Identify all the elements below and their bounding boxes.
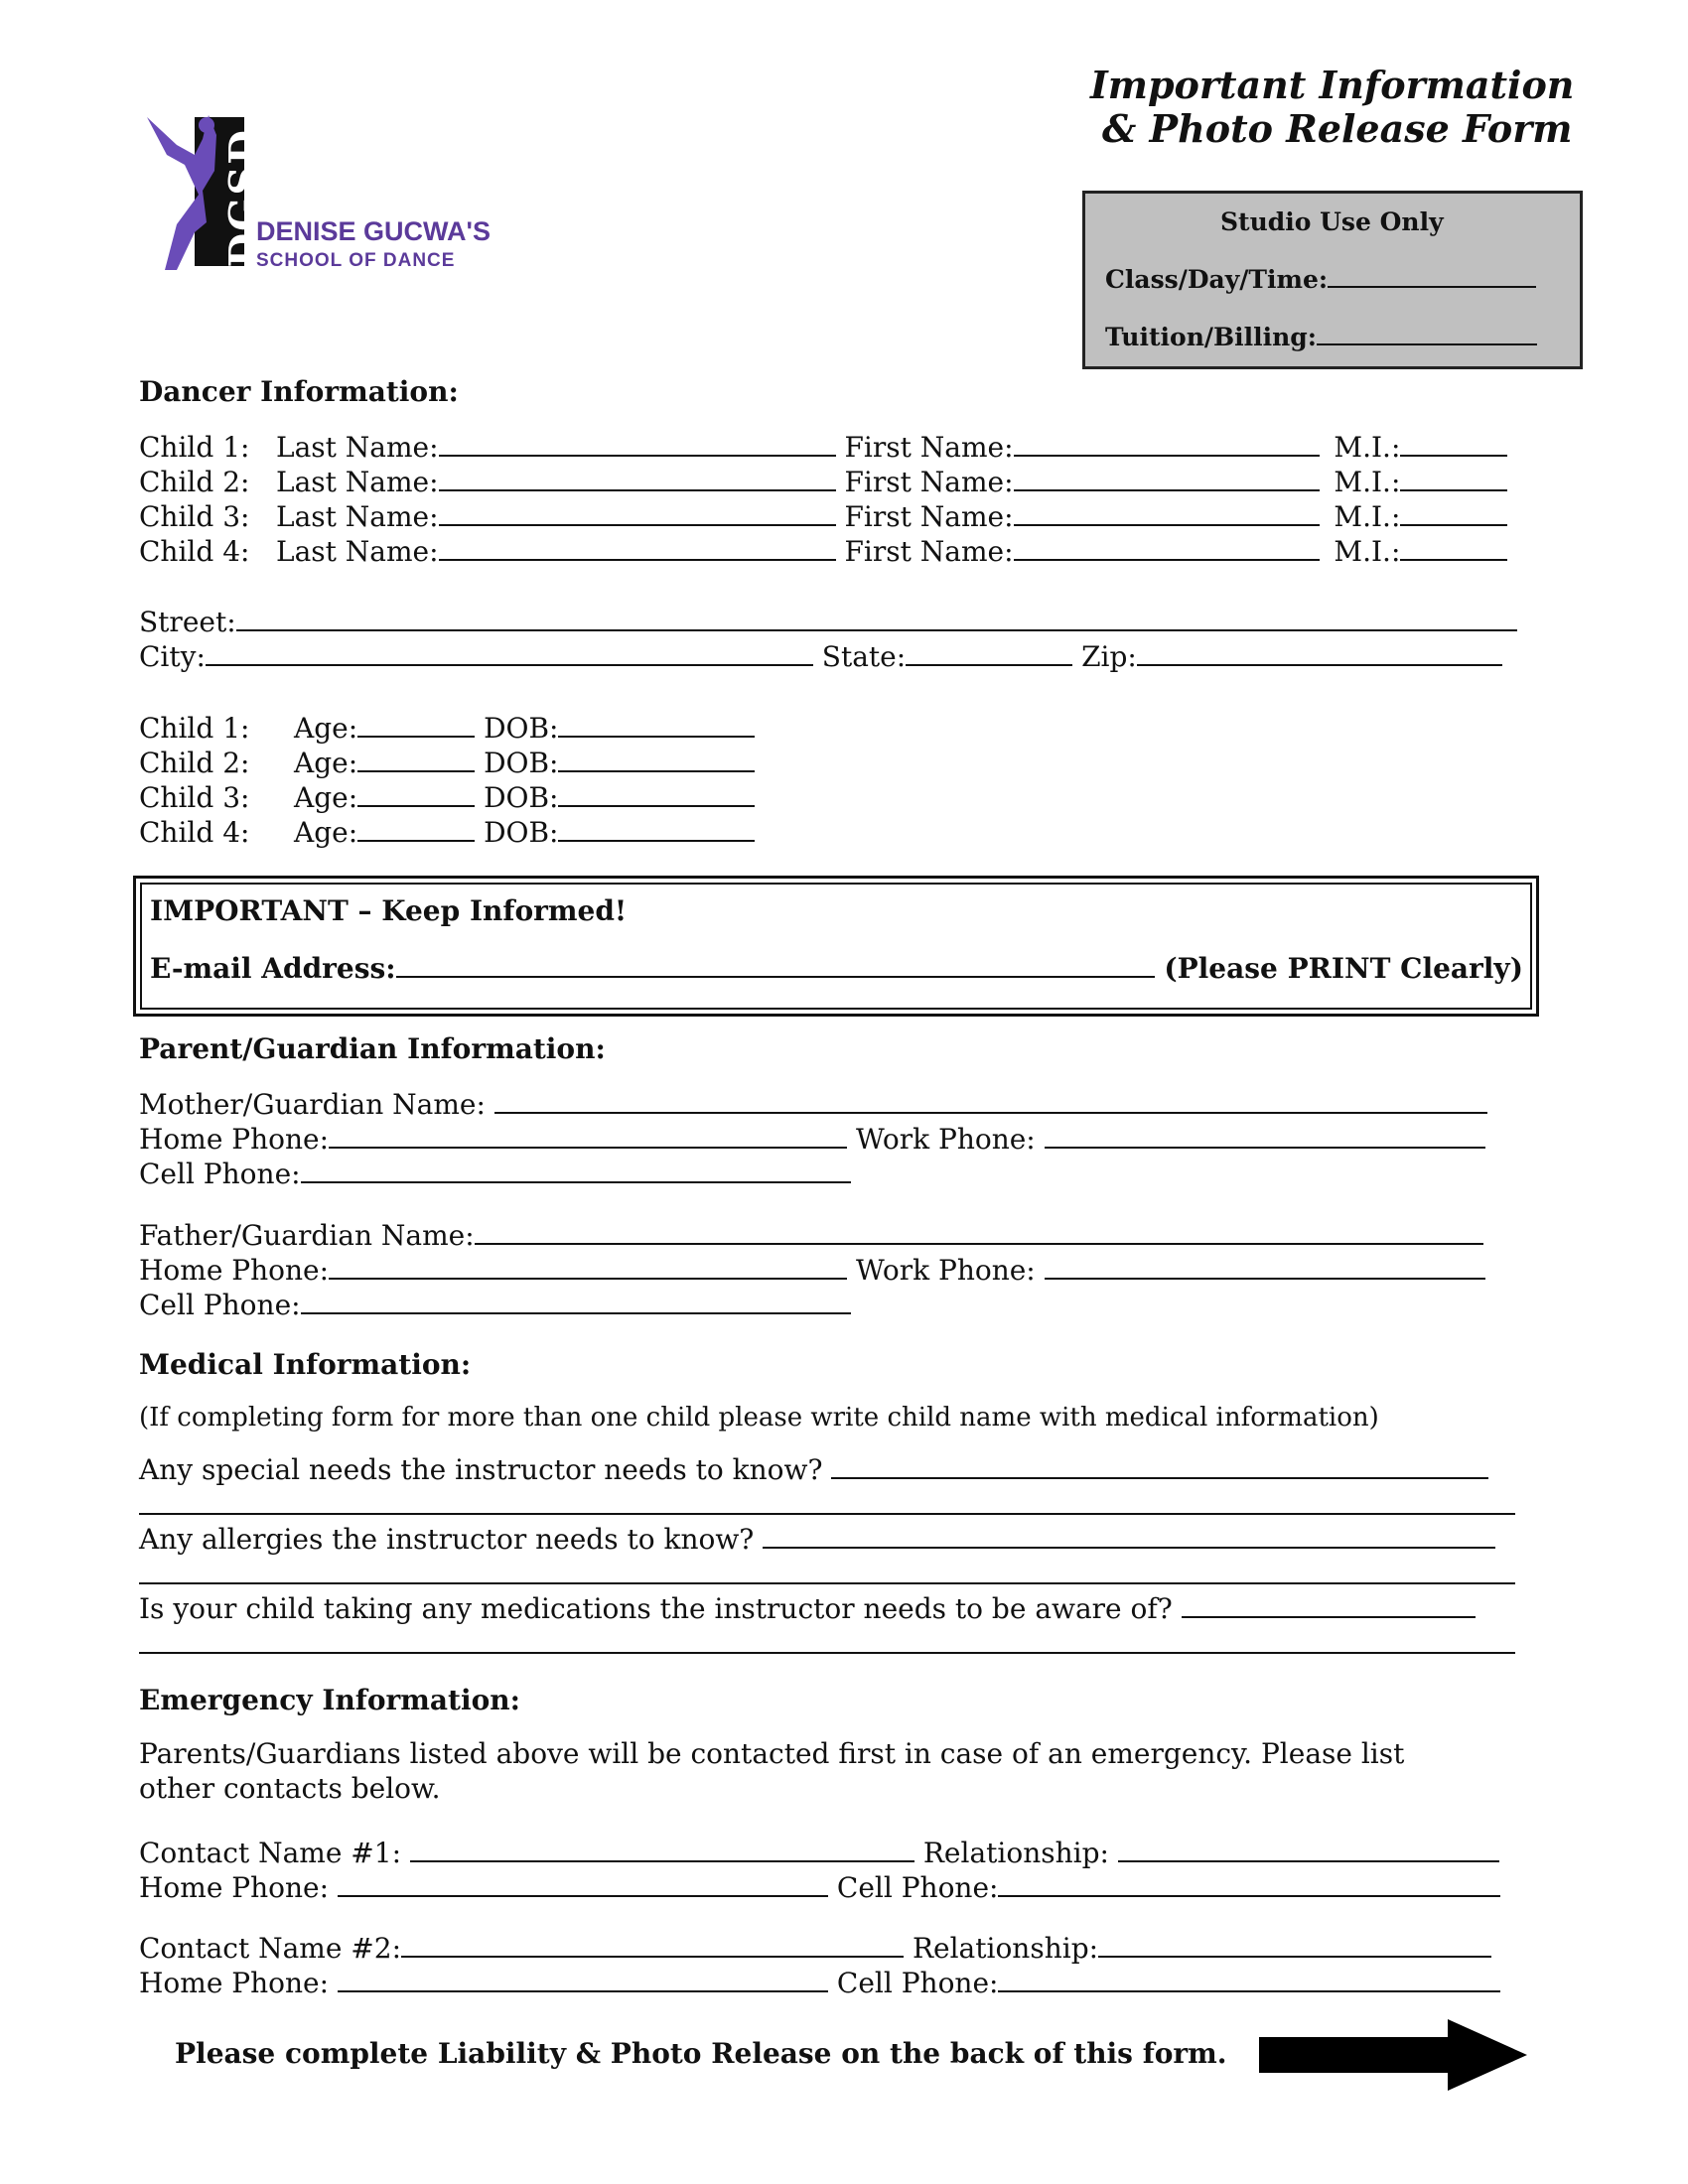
age-label: Age: bbox=[294, 747, 358, 779]
contact1-input[interactable] bbox=[410, 1835, 914, 1862]
form-title-line2: & Photo Release Form bbox=[1102, 106, 1573, 151]
child-label: Child 4: bbox=[139, 816, 250, 849]
parent-info-heading: Parent/Guardian Information: bbox=[139, 1032, 606, 1065]
mi-input[interactable] bbox=[1400, 533, 1507, 561]
state-label: State: bbox=[821, 640, 907, 673]
zip-input[interactable] bbox=[1137, 638, 1502, 666]
mother-name-label: Mother/Guardian Name: bbox=[139, 1088, 486, 1121]
contact2-input[interactable] bbox=[401, 1930, 904, 1958]
studio-use-heading: Studio Use Only bbox=[1220, 207, 1444, 236]
last-name-label: Last Name: bbox=[276, 535, 439, 568]
contact1-row bbox=[139, 1835, 1499, 1870]
mother-name-input[interactable] bbox=[494, 1086, 1487, 1114]
studio-use-box bbox=[1082, 191, 1583, 369]
relationship-input[interactable] bbox=[1098, 1930, 1491, 1958]
home-phone-label: Home Phone: bbox=[139, 1254, 330, 1287]
age-label: Age: bbox=[294, 816, 358, 849]
child-label: Child 2: bbox=[139, 466, 250, 498]
home-phone-input[interactable] bbox=[338, 1965, 828, 1992]
child-label: Child 1: bbox=[139, 712, 250, 745]
father-phone-row bbox=[139, 1252, 1485, 1288]
last-name-input[interactable] bbox=[439, 464, 836, 491]
home-phone-input[interactable] bbox=[329, 1121, 847, 1149]
age-label: Age: bbox=[294, 712, 358, 745]
work-phone-input[interactable] bbox=[1045, 1121, 1485, 1149]
father-cell-row bbox=[139, 1287, 851, 1322]
home-phone-label: Home Phone: bbox=[139, 1123, 330, 1156]
form-title-line1: Important Information bbox=[1090, 63, 1575, 107]
contact2-row bbox=[139, 1930, 1491, 1966]
father-name-label: Father/Guardian Name: bbox=[139, 1219, 475, 1252]
last-name-input[interactable] bbox=[439, 498, 836, 526]
age-input[interactable] bbox=[357, 814, 475, 842]
relationship-label: Relationship: bbox=[922, 1837, 1109, 1869]
emergency-text-line1: Parents/Guardians listed above will be contacted first in case of an emergency. Please list bbox=[139, 1737, 1405, 1770]
child-name-row bbox=[139, 429, 1507, 465]
father-name-input[interactable] bbox=[475, 1217, 1483, 1245]
child-label: Child 2: bbox=[139, 747, 250, 779]
footer-note: Please complete Liability & Photo Release on the back of this form. bbox=[175, 2037, 1227, 2070]
special-needs-input[interactable] bbox=[831, 1451, 1488, 1479]
age-dob-row bbox=[139, 779, 755, 815]
zip-label: Zip: bbox=[1081, 640, 1137, 673]
mi-label: M.I.: bbox=[1334, 431, 1401, 464]
home-phone-input[interactable] bbox=[329, 1252, 847, 1280]
relationship-label: Relationship: bbox=[912, 1932, 1099, 1965]
cell-phone-input[interactable] bbox=[301, 1156, 851, 1183]
email-input[interactable] bbox=[396, 950, 1155, 978]
tuition-billing-field[interactable] bbox=[1105, 323, 1537, 352]
allergies-input[interactable] bbox=[763, 1521, 1495, 1549]
child-label: Child 3: bbox=[139, 781, 250, 814]
relationship-input[interactable] bbox=[1118, 1835, 1499, 1862]
cell-phone-label: Cell Phone: bbox=[139, 1289, 301, 1321]
cell-phone-input[interactable] bbox=[998, 1965, 1500, 1992]
contact1-phone-row bbox=[139, 1869, 1500, 1905]
work-phone-input[interactable] bbox=[1045, 1252, 1485, 1280]
print-clearly-note: (Please PRINT Clearly) bbox=[1164, 952, 1523, 985]
home-phone-label: Home Phone: bbox=[139, 1871, 330, 1904]
logo-monogram: DGSD bbox=[220, 128, 268, 268]
city-state-zip-row bbox=[139, 638, 1502, 674]
last-name-label: Last Name: bbox=[276, 500, 439, 533]
child-label: Child 4: bbox=[139, 535, 250, 568]
special-needs-line2[interactable] bbox=[139, 1513, 1515, 1515]
mother-name-row bbox=[139, 1086, 1487, 1122]
email-label: E-mail Address: bbox=[150, 952, 396, 985]
medical-info-heading: Medical Information: bbox=[139, 1348, 472, 1381]
mother-cell-row bbox=[139, 1156, 851, 1191]
contact2-phone-row bbox=[139, 1965, 1500, 2000]
dob-label: DOB: bbox=[484, 816, 559, 849]
child-label: Child 1: bbox=[139, 431, 250, 464]
father-name-row bbox=[139, 1217, 1483, 1253]
first-name-input[interactable] bbox=[1014, 533, 1320, 561]
child-name-row bbox=[139, 498, 1507, 534]
child-name-row bbox=[139, 533, 1507, 569]
contact1-label: Contact Name #1: bbox=[139, 1837, 402, 1869]
first-name-label: First Name: bbox=[844, 535, 1014, 568]
special-needs-question: Any special needs the instructor needs to know? bbox=[139, 1453, 823, 1486]
medications-input[interactable] bbox=[1182, 1590, 1476, 1618]
allergies-row bbox=[139, 1521, 1495, 1557]
logo-name: DENISE GUCWA'S bbox=[256, 216, 491, 246]
cell-phone-label: Cell Phone: bbox=[836, 1871, 999, 1904]
dob-input[interactable] bbox=[558, 779, 755, 807]
dancer-info-heading: Dancer Information: bbox=[139, 375, 459, 408]
mi-label: M.I.: bbox=[1334, 535, 1401, 568]
medications-row bbox=[139, 1590, 1476, 1626]
important-heading: IMPORTANT – Keep Informed! bbox=[150, 894, 628, 927]
arrow-right-icon bbox=[1259, 2019, 1527, 2091]
work-phone-label: Work Phone: bbox=[855, 1123, 1036, 1156]
street-input[interactable] bbox=[236, 604, 1517, 631]
dob-label: DOB: bbox=[484, 747, 559, 779]
class-day-time-label: Class/Day/Time: bbox=[1105, 265, 1329, 294]
school-logo bbox=[137, 95, 491, 274]
emergency-text-line2: other contacts below. bbox=[139, 1772, 441, 1805]
last-name-input[interactable] bbox=[439, 533, 836, 561]
cell-phone-input[interactable] bbox=[998, 1869, 1500, 1897]
medications-question: Is your child taking any medications the instructor needs to be aware of? bbox=[139, 1592, 1173, 1625]
age-dob-row bbox=[139, 814, 755, 850]
last-name-input[interactable] bbox=[439, 429, 836, 457]
dob-input[interactable] bbox=[558, 745, 755, 772]
allergies-line2[interactable] bbox=[139, 1582, 1515, 1584]
email-row bbox=[150, 950, 1523, 985]
class-day-time-field[interactable] bbox=[1105, 265, 1536, 295]
first-name-label: First Name: bbox=[844, 466, 1014, 498]
mi-input[interactable] bbox=[1400, 429, 1507, 457]
mi-label: M.I.: bbox=[1334, 500, 1401, 533]
home-phone-label: Home Phone: bbox=[139, 1967, 330, 1999]
tuition-billing-label: Tuition/Billing: bbox=[1105, 323, 1318, 351]
allergies-question: Any allergies the instructor needs to know? bbox=[139, 1523, 755, 1556]
first-name-label: First Name: bbox=[844, 500, 1014, 533]
city-label: City: bbox=[139, 640, 206, 673]
age-dob-row bbox=[139, 745, 755, 780]
street-row bbox=[139, 604, 1517, 639]
first-name-input[interactable] bbox=[1014, 464, 1320, 491]
dob-input[interactable] bbox=[558, 710, 755, 738]
logo-subtitle: SCHOOL OF DANCE bbox=[256, 250, 456, 271]
contact2-label: Contact Name #2: bbox=[139, 1932, 402, 1965]
dob-input[interactable] bbox=[558, 814, 755, 842]
street-label: Street: bbox=[139, 606, 236, 638]
cell-phone-input[interactable] bbox=[301, 1287, 851, 1314]
work-phone-label: Work Phone: bbox=[855, 1254, 1036, 1287]
last-name-label: Last Name: bbox=[276, 431, 439, 464]
first-name-input[interactable] bbox=[1014, 429, 1320, 457]
cell-phone-label: Cell Phone: bbox=[139, 1158, 301, 1190]
mi-input[interactable] bbox=[1400, 464, 1507, 491]
home-phone-input[interactable] bbox=[338, 1869, 828, 1897]
age-input[interactable] bbox=[357, 745, 475, 772]
medical-note: (If completing form for more than one child please write child name with medical information) bbox=[139, 1403, 1379, 1433]
mi-label: M.I.: bbox=[1334, 466, 1401, 498]
dob-label: DOB: bbox=[484, 781, 559, 814]
first-name-input[interactable] bbox=[1014, 498, 1320, 526]
age-label: Age: bbox=[294, 781, 358, 814]
mother-phone-row bbox=[139, 1121, 1485, 1157]
child-name-row bbox=[139, 464, 1507, 499]
age-dob-row bbox=[139, 710, 755, 746]
state-input[interactable] bbox=[906, 638, 1072, 666]
last-name-label: Last Name: bbox=[276, 466, 439, 498]
mi-input[interactable] bbox=[1400, 498, 1507, 526]
medications-line2[interactable] bbox=[139, 1652, 1515, 1654]
age-input[interactable] bbox=[357, 710, 475, 738]
important-box bbox=[133, 876, 1539, 1017]
age-input[interactable] bbox=[357, 779, 475, 807]
child-label: Child 3: bbox=[139, 500, 250, 533]
dob-label: DOB: bbox=[484, 712, 559, 745]
special-needs-row bbox=[139, 1451, 1488, 1487]
cell-phone-label: Cell Phone: bbox=[836, 1967, 999, 1999]
first-name-label: First Name: bbox=[844, 431, 1014, 464]
emergency-info-heading: Emergency Information: bbox=[139, 1684, 520, 1716]
city-input[interactable] bbox=[206, 638, 813, 666]
